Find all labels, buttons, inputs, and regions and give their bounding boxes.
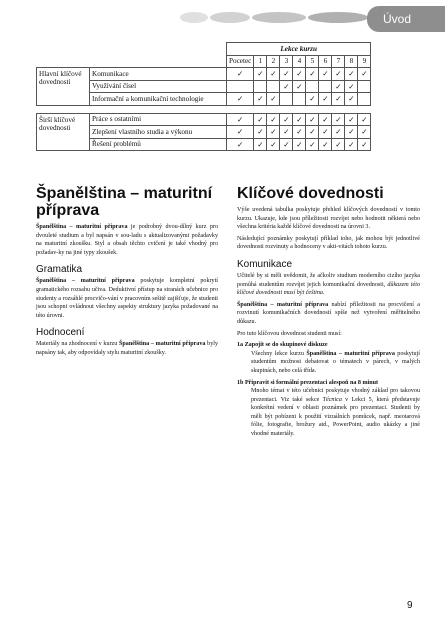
text: v Lekci 5, která představuje konkrétní vedení v oblasti poznámek pro prezentaci. Studenti by měli být pobízeni k použití vizuálních pomůcek, např. meotarová fólie, fotografie, brožury atd., PowerPoint, audio ukázky a jiné vhodné materiály. — [251, 396, 421, 438]
check-icon: ✓ — [306, 93, 319, 106]
check-icon: ✓ — [306, 68, 319, 81]
text: je podrobný dvou-dílný kurz pro dvouleté studium a byl napsán v sou-ladu s aktualizovanými požadavky na maturitní zkoušku. Styl a obsah těchto cvičení je také vhodný pro požadav-ky na jiné typy zkoušek. — [36, 224, 218, 256]
check-icon: ✓ — [227, 113, 254, 126]
check-icon: ✓ — [280, 113, 293, 126]
blank-cell — [37, 55, 227, 68]
decor-blob — [252, 12, 306, 23]
check-icon: ✓ — [319, 68, 332, 81]
empty-cell — [227, 80, 254, 93]
page-header — [0, 6, 445, 34]
check-icon: ✓ — [332, 113, 345, 126]
check-icon: ✓ — [254, 126, 267, 139]
check-icon: ✓ — [358, 138, 371, 151]
skill-name: Řešení problémů — [90, 138, 227, 151]
paragraph: Následující poznámky poskytují příklad toho, jak mohou být jednotlivé dovednosti rozvinuty a hodnoceny v akti-vitách tohoto kurzu. — [237, 235, 420, 251]
check-icon: ✓ — [227, 93, 254, 106]
paragraph: Výše uvedená tabulka poskytuje přehled klíčových dovedností v tomto kurzu. Ukazuje, kde jsou příležitosti rozvíjet nebo hodnotit některá nebo všechna kritéria každé klíčové dovednosti na úrovni 3. — [237, 207, 420, 231]
check-icon: ✓ — [227, 138, 254, 151]
check-icon: ✓ — [306, 113, 319, 126]
check-icon: ✓ — [358, 68, 371, 81]
check-icon: ✓ — [227, 68, 254, 81]
text: Materiály na zhodnocení v kurzu — [36, 341, 120, 348]
skill-name: Práce s ostatními — [90, 113, 227, 126]
check-icon: ✓ — [332, 93, 345, 106]
skill-category: Širší klíčové dovednosti — [37, 113, 90, 151]
text: poskytuje kompletní pokrytí gramatického rozsahu učiva. Deduktivní přístup na stranách učebnice pro studenty a rozsáhlé procvičo-vání v pracovním sešitě zajišťuje, že studenti jsou schopni ovládnout všechny aspekty struktury jazyka požadované na této úrovni. — [36, 278, 218, 319]
check-icon: ✓ — [254, 138, 267, 151]
paragraph: Pro tuto klíčovou dovednost studenti musí: — [237, 330, 342, 337]
check-icon: ✓ — [345, 93, 358, 106]
check-icon: ✓ — [358, 113, 371, 126]
gap-row — [37, 105, 371, 113]
check-icon: ✓ — [345, 68, 358, 81]
decor-blob — [308, 12, 368, 23]
skill-name: Zlepšení vlastního studia a výkonu — [90, 126, 227, 139]
outcome-body — [237, 387, 420, 439]
check-icon: ✓ — [319, 126, 332, 139]
intro-paragraph — [36, 223, 218, 257]
skill-name: Informační a komunikační technologie — [90, 93, 227, 106]
communication-paragraph — [237, 272, 420, 298]
text: Učitelé by si měli uvědomit, že ačkoliv studium moderního cizího jazyka pomůhá studentům rozvíjet jejich komunikační dovednosti, — [237, 272, 420, 288]
blank-cell — [37, 43, 227, 56]
decor-blob — [210, 12, 250, 23]
page-number: 9 — [407, 600, 413, 611]
check-icon: ✓ — [319, 113, 332, 126]
paragraph — [237, 301, 420, 327]
check-icon: ✓ — [254, 93, 267, 106]
text: Všechny lekce kurzu — [251, 350, 307, 357]
check-icon: ✓ — [332, 138, 345, 151]
skill-category: Hlavní klíčové dovednosti — [37, 68, 90, 106]
subheading-evaluation: Hodnocení — [36, 327, 85, 339]
text: Mnoho témat v této učebnici poskytuje vhodný základ pro takovou prezentaci. Viz také sekce — [251, 388, 420, 403]
text: nabízí příležitosti na procvičení a rozvinutí komunikačních dovedností spíše než vytvoření měřitelného důkazu. — [237, 301, 420, 325]
check-icon: ✓ — [306, 138, 319, 151]
column-header: 7 — [332, 55, 345, 68]
column-header: 3 — [280, 55, 293, 68]
right-column — [237, 185, 420, 442]
column-header: 2 — [267, 55, 280, 68]
check-icon: ✓ — [280, 80, 293, 93]
empty-cell — [358, 93, 371, 106]
check-icon: ✓ — [293, 126, 306, 139]
check-icon: ✓ — [306, 126, 319, 139]
skill-name: Využívání čísel — [90, 80, 227, 93]
course-name: Španělština – maturitní příprava — [36, 224, 128, 230]
empty-cell — [358, 80, 371, 93]
text: poskytují studentům možnost debatovat o tématech v párech, v malých skupinách, nebo celá třída. — [251, 350, 420, 374]
check-icon: ✓ — [227, 126, 254, 139]
outcome-body — [237, 350, 420, 376]
check-icon: ✓ — [293, 80, 306, 93]
text: byly napsány tak, aby odpovídaly stylu maturitní zkoušky. — [36, 341, 218, 356]
evaluation-paragraph — [36, 340, 218, 357]
check-icon: ✓ — [345, 126, 358, 139]
check-icon: ✓ — [319, 138, 332, 151]
check-icon: ✓ — [332, 80, 345, 93]
check-icon: ✓ — [293, 68, 306, 81]
section-title: Španělština – maturitní příprava — [36, 185, 213, 219]
check-icon: ✓ — [345, 138, 358, 151]
key-skills-table — [36, 42, 371, 151]
empty-cell — [267, 80, 280, 93]
check-icon: ✓ — [267, 113, 280, 126]
empty-cell — [254, 80, 267, 93]
grammar-paragraph — [36, 277, 218, 320]
check-icon: ✓ — [280, 138, 293, 151]
check-icon: ✓ — [254, 68, 267, 81]
check-icon: ✓ — [280, 68, 293, 81]
column-header: 9 — [358, 55, 371, 68]
check-icon: ✓ — [267, 93, 280, 106]
check-icon: ✓ — [280, 126, 293, 139]
emphasis: Técnica — [322, 396, 342, 403]
section-title: Klíčové dovednosti — [237, 185, 384, 202]
column-header: 4 — [293, 55, 306, 68]
empty-cell — [280, 93, 293, 106]
check-icon: ✓ — [254, 113, 267, 126]
table-header-row — [37, 43, 371, 56]
gap-cell — [37, 105, 371, 113]
column-header: 8 — [345, 55, 358, 68]
outcome-heading: 1a Zapojit se do skupinové diskuze — [237, 342, 328, 349]
course-name: Španělština – maturitní příprava — [237, 301, 329, 308]
left-column — [36, 185, 218, 361]
column-header-row — [37, 55, 371, 68]
check-icon: ✓ — [345, 113, 358, 126]
outcome-heading: 1b Připravit si formální prezentaci alespoň na 8 minut — [237, 379, 379, 386]
course-name: Španělština – maturitní příprava — [119, 341, 206, 348]
empty-cell — [306, 80, 319, 93]
emphasis: důkazem této klíčové dovednosti musí být čeština. — [237, 281, 420, 297]
check-icon: ✓ — [267, 126, 280, 139]
check-icon: ✓ — [267, 68, 280, 81]
subheading-grammar: Gramatika — [36, 264, 83, 276]
check-icon: ✓ — [345, 80, 358, 93]
check-icon: ✓ — [267, 138, 280, 151]
check-icon: ✓ — [319, 93, 332, 106]
course-name: Španělština – maturitní příprava — [306, 350, 395, 357]
column-header: 1 — [254, 55, 267, 68]
check-icon: ✓ — [332, 126, 345, 139]
check-icon: ✓ — [332, 68, 345, 81]
decor-blob — [180, 12, 208, 23]
check-icon: ✓ — [358, 126, 371, 139]
column-header: 6 — [319, 55, 332, 68]
table-row — [37, 113, 371, 126]
course-name: Španělština – maturitní příprava — [36, 278, 135, 285]
column-header: Pocetec — [227, 55, 254, 68]
check-icon: ✓ — [293, 113, 306, 126]
check-icon: ✓ — [293, 138, 306, 151]
empty-cell — [319, 80, 332, 93]
empty-cell — [293, 93, 306, 106]
table-row — [37, 68, 371, 81]
section-tab: Úvod — [367, 6, 445, 32]
subheading-communication: Komunikace — [237, 258, 293, 270]
column-header: 5 — [306, 55, 319, 68]
skill-name: Komunikace — [90, 68, 227, 81]
group-header: Lekce kurzu — [227, 43, 371, 56]
